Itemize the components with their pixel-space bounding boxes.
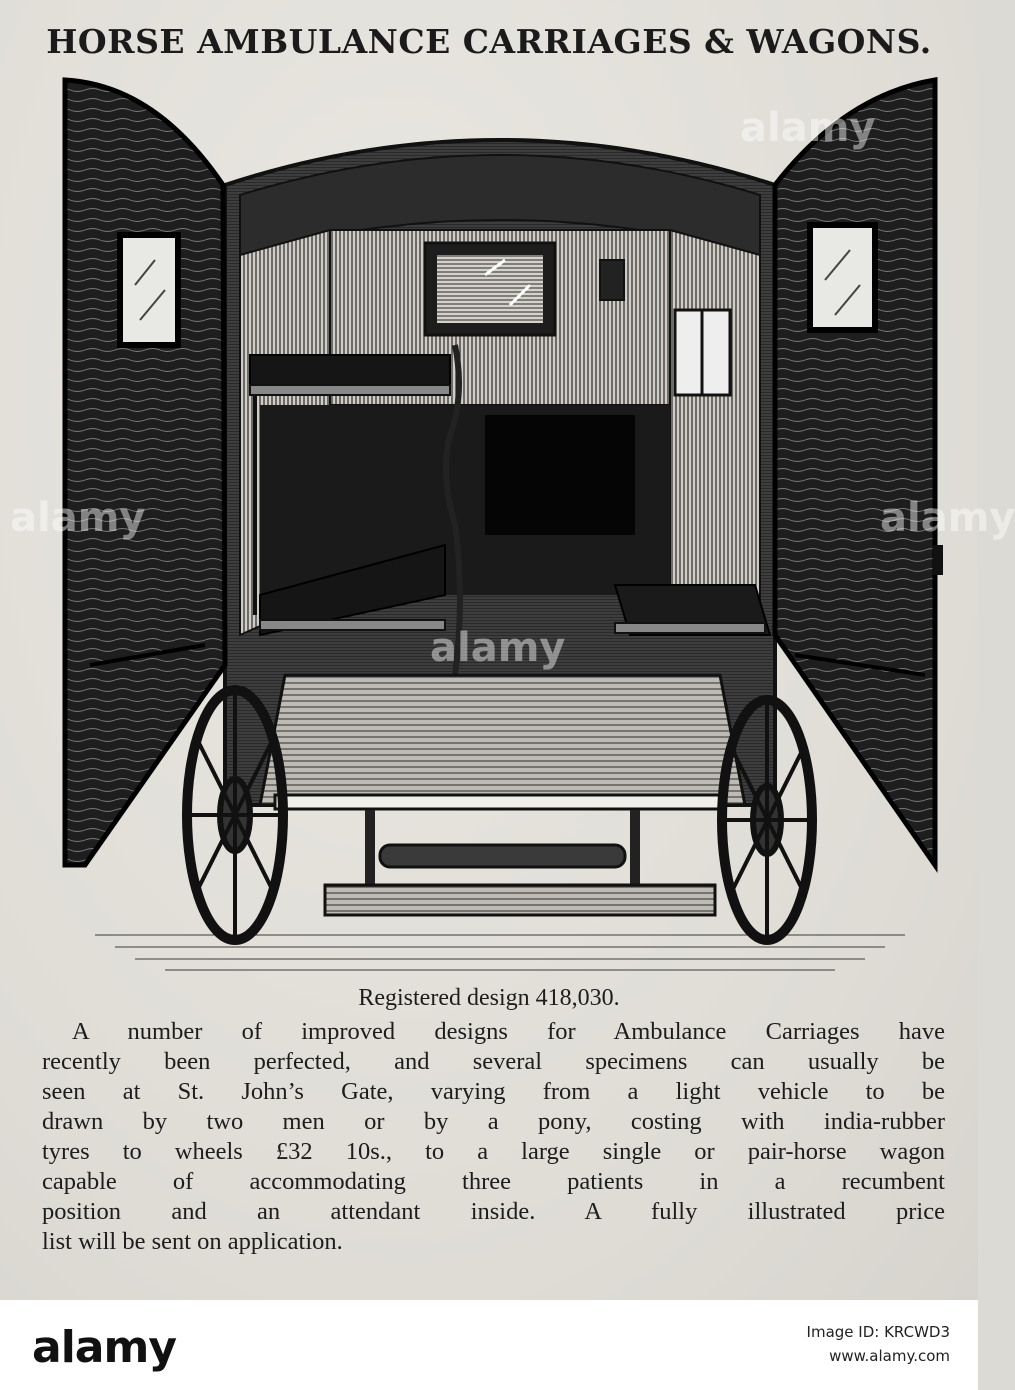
watermark: alamy xyxy=(10,495,146,541)
body-line: A number of improved designs for Ambulance Carriages have xyxy=(72,1018,945,1045)
body-line: list will be sent on application. xyxy=(42,1228,343,1255)
body-paragraph xyxy=(42,1017,945,1257)
body-line: recently been perfected, and several specimens can usually be xyxy=(42,1048,945,1075)
stock-footer-bar xyxy=(0,1300,978,1390)
body-line: position and an attendant inside. A fully illustrated price xyxy=(42,1198,945,1225)
ambulance-carriage-engraving-icon xyxy=(55,75,945,980)
body-line: capable of accommodating three patients in a recumbent xyxy=(42,1168,945,1195)
body-line: tyres to wheels £32 10s., to a large single or pair-horse wagon xyxy=(42,1138,945,1165)
watermark: alamy xyxy=(430,625,566,671)
stock-logo: alamy xyxy=(32,1322,176,1373)
stock-url-link[interactable]: www.alamy.com xyxy=(829,1347,950,1365)
body-line: seen at St. John’s Gate, varying from a light vehicle to be xyxy=(42,1078,945,1105)
figure-caption: Registered design 418,030. xyxy=(358,985,620,1011)
watermark: alamy xyxy=(880,495,1015,541)
page-title: HORSE AMBULANCE CARRIAGES & WAGONS. xyxy=(46,22,932,61)
image-id-label: Image ID: KRCWD3 xyxy=(806,1323,950,1341)
body-line: drawn by two men or by a pony, costing with india-rubber xyxy=(42,1108,945,1135)
stock-meta xyxy=(807,1320,950,1368)
watermark: alamy xyxy=(740,105,876,151)
